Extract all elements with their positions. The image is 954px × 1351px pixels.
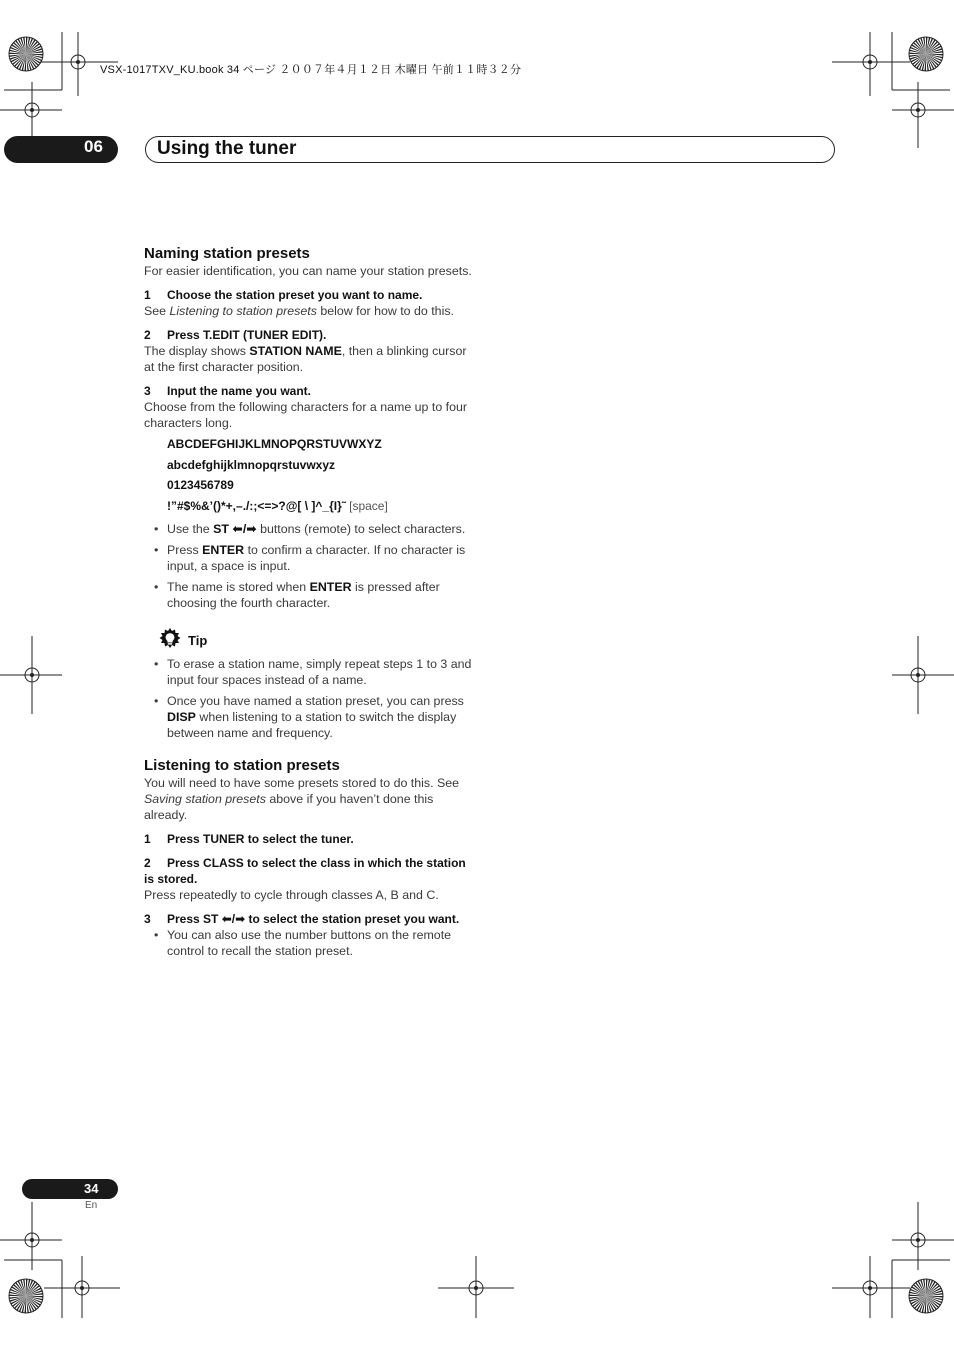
list-item: • Once you have named a station preset, you can press DISP when listening to a station to switch the display between name and frequency. <box>144 693 479 741</box>
chars-digits: 0123456789 <box>167 478 234 492</box>
list-item: • Press ENTER to confirm a character. If no character is input, a space is input. <box>144 542 479 574</box>
chars-upper: ABCDEFGHIJKLMNOPQRSTUVWXYZ <box>167 437 382 451</box>
chapter-title: Using the tuner <box>157 138 297 159</box>
listening-heading: Listening to station presets <box>144 757 340 774</box>
naming-intro: For easier identification, you can name your station presets. <box>144 264 472 278</box>
list-item: • The name is stored when ENTER is pressed after choosing the fourth character. <box>144 579 479 611</box>
print-header: VSX-1017TXV_KU.book 34 ページ ２００７年４月１２日 木曜日 午前１１時３２分 <box>100 64 522 76</box>
listening-step-2: 2 Press CLASS to select the class in which the station is stored. <box>144 856 466 886</box>
character-list <box>167 434 479 516</box>
listening-step-2-text: Press repeatedly to cycle through classes A, B and C. <box>144 888 439 902</box>
naming-step-2-text: The display shows STATION NAME, then a blinking cursor at the first character position. <box>144 344 467 374</box>
naming-step-2: 2 Press T.EDIT (TUNER EDIT). <box>144 328 327 342</box>
chars-symbols: !”#$%&’()*+,–./:;<=>?@[ \ ]^_{I}˜ [space] <box>167 498 388 513</box>
page-language: En <box>85 1200 98 1211</box>
naming-heading: Naming station presets <box>144 245 310 262</box>
listening-step-1: 1 Press TUNER to select the tuner. <box>144 832 354 846</box>
listening-bullets <box>144 927 479 959</box>
list-item: • Use the ST ⬅/➡ buttons (remote) to select characters. <box>144 521 479 537</box>
chapter-number: 06 <box>84 137 103 156</box>
page-number: 34 <box>84 1181 99 1196</box>
tip-label: Tip <box>188 633 208 648</box>
content-column <box>144 245 479 959</box>
chars-lower: abcdefghijklmnopqrstuvwxyz <box>167 457 336 472</box>
list-item: • To erase a station name, simply repeat steps 1 to 3 and input four spaces instead of a name. <box>144 656 479 688</box>
naming-step-3-text: Choose from the following characters for a name up to four characters long. <box>144 400 468 430</box>
list-item: • You can also use the number buttons on the remote control to recall the station preset. <box>144 927 479 959</box>
naming-step-1-text: See Listening to station presets below for how to do this. <box>144 304 454 318</box>
page-number-tab <box>22 1179 118 1199</box>
lightbulb-icon <box>158 627 182 651</box>
listening-step-3: 3 Press ST ⬅/➡ to select the station preset you want. <box>144 912 460 926</box>
naming-step-3: 3 Input the name you want. <box>144 384 312 398</box>
naming-bullets <box>144 521 479 611</box>
tip-header <box>158 627 479 651</box>
tip-bullets <box>144 656 479 741</box>
listening-intro: You will need to have some presets stored to do this. See Saving station presets above if you haven’t done this already. <box>144 776 460 822</box>
naming-step-1: 1 Choose the station preset you want to name. <box>144 288 423 302</box>
